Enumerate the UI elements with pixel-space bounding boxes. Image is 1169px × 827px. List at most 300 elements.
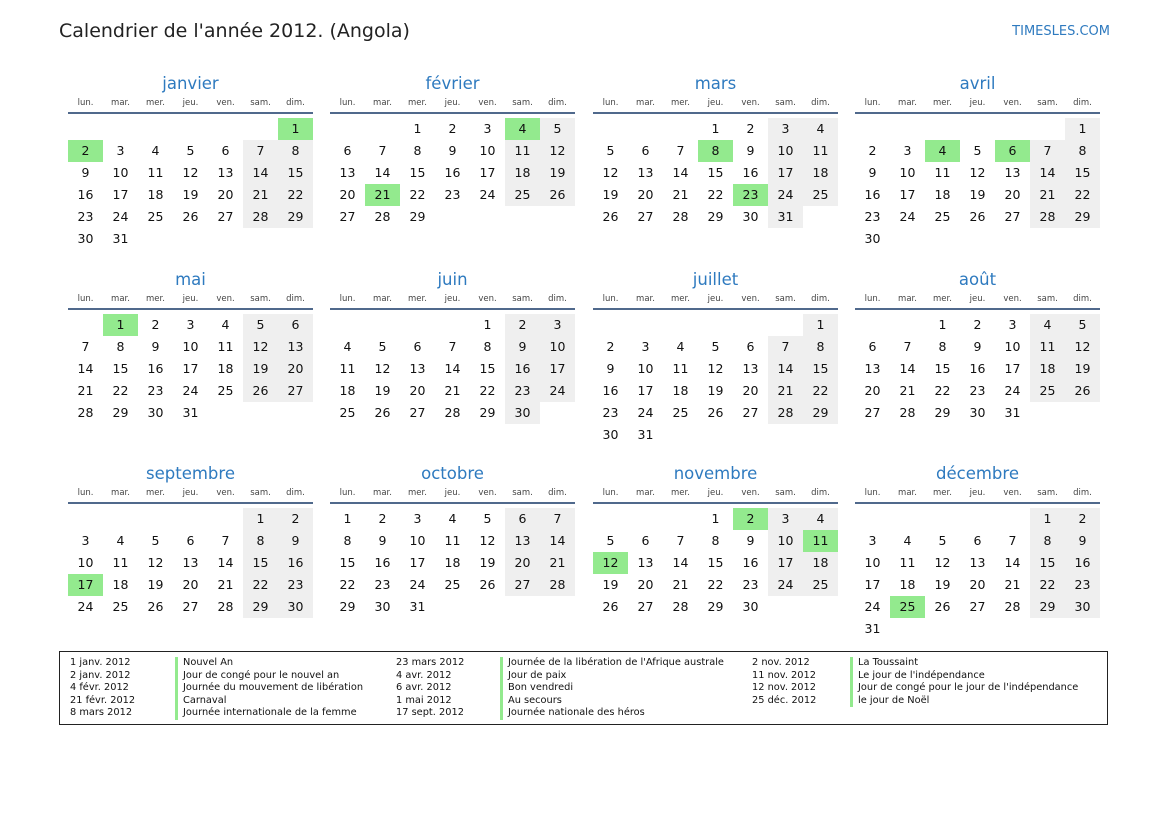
day-cell: 30 (969, 405, 986, 420)
day-cell: 25 (505, 184, 540, 206)
day-cell: 12 (182, 165, 199, 180)
day-cell: 30 (1065, 596, 1100, 618)
weekday-label: mer. (408, 98, 427, 108)
legend-holiday-name: Le jour de l'indépendance (850, 670, 985, 683)
weekday-label: sam. (512, 98, 533, 108)
day-cell: 12 (707, 361, 724, 376)
weekday-label: mar. (373, 488, 392, 498)
day-cell: 2 (606, 339, 615, 354)
day-cell: 28 (243, 206, 278, 228)
legend-date: 2 janv. 2012 (70, 669, 131, 681)
day-cell: 24 (1004, 383, 1021, 398)
month-block (855, 269, 1100, 424)
day-cell: 24 (409, 577, 426, 592)
day-cell: 4 (803, 118, 838, 140)
weekday-label: dim. (548, 98, 567, 108)
day-cell: 26 (934, 599, 951, 614)
weekday-label: dim. (811, 98, 830, 108)
day-cell: 15 (803, 358, 838, 380)
day-cell: 24 (182, 383, 199, 398)
day-cell: 13 (409, 361, 426, 376)
day-cell: 28 (672, 599, 689, 614)
day-cell: 26 (540, 184, 575, 206)
day-cell: 7 (768, 336, 803, 358)
day-cell: 17 (899, 187, 916, 202)
weekday-label: sam. (512, 488, 533, 498)
weekday-label: mar. (636, 98, 655, 108)
day-cell: 17 (768, 162, 803, 184)
page-title: Calendrier de l'année 2012. (Angola) (59, 20, 410, 42)
weekday-header (68, 97, 313, 114)
day-cell: 7 (243, 140, 278, 162)
day-cell: 14 (77, 361, 94, 376)
day-cell: 24 (899, 209, 916, 224)
day-cell: 31 (182, 405, 199, 420)
weekday-label: jeu. (707, 488, 724, 498)
day-cell: 26 (969, 209, 986, 224)
day-cell: 18 (672, 383, 689, 398)
day-cell: 1 (483, 317, 492, 332)
day-cell: 5 (606, 533, 615, 548)
day-cell: 8 (483, 339, 492, 354)
day-grid (593, 114, 838, 228)
weekday-label: sam. (512, 294, 533, 304)
day-cell: 25 (672, 405, 689, 420)
day-cell: 18 (217, 361, 234, 376)
day-cell: 16 (969, 361, 986, 376)
weekday-header (330, 487, 575, 504)
weekday-header (330, 97, 575, 114)
day-cell: 15 (243, 552, 278, 574)
day-cell: 7 (221, 533, 230, 548)
day-cell: 17 (409, 555, 426, 570)
day-cell: 14 (374, 165, 391, 180)
day-cell: 19 (540, 162, 575, 184)
day-cell: 20 (339, 187, 356, 202)
weekday-label: ven. (1003, 294, 1022, 304)
day-cell: 25 (217, 383, 234, 398)
legend-holiday-name: Journée internationale de la femme (175, 707, 357, 720)
day-cell: 19 (243, 358, 278, 380)
month-name: avril (959, 74, 996, 93)
day-cell: 5 (973, 143, 982, 158)
day-cell: 25 (112, 599, 129, 614)
legend-date: 23 mars 2012 (396, 657, 465, 668)
day-cell: 8 (711, 533, 720, 548)
day-cell: 18 (934, 187, 951, 202)
day-cell: 25 (934, 209, 951, 224)
day-cell: 16 (602, 383, 619, 398)
weekday-header (593, 293, 838, 310)
day-cell: 4 (343, 339, 352, 354)
weekday-label: ven. (478, 98, 497, 108)
day-cell: 30 (374, 599, 391, 614)
day-cell: 27 (409, 405, 426, 420)
day-cell: 19 (479, 555, 496, 570)
day-cell: 28 (768, 402, 803, 424)
legend-date: 12 nov. 2012 (752, 682, 816, 694)
day-cell: 9 (81, 165, 90, 180)
day-cell: 31 (768, 206, 803, 228)
day-cell: 9 (378, 533, 387, 548)
day-cell: 21 (243, 184, 278, 206)
day-cell: 17 (182, 361, 199, 376)
month-block (593, 269, 838, 446)
day-cell: 8 (413, 143, 422, 158)
day-cell: 26 (147, 599, 164, 614)
day-cell: 6 (746, 339, 755, 354)
day-cell: 2 (278, 508, 313, 530)
day-cell: 14 (1004, 555, 1021, 570)
legend-date: 21 févr. 2012 (70, 694, 136, 706)
day-cell: 20 (409, 383, 426, 398)
day-cell: 7 (1008, 533, 1017, 548)
day-cell: 2 (973, 317, 982, 332)
day-grid (593, 310, 838, 446)
day-cell: 1 (1065, 118, 1100, 140)
day-cell: 6 (221, 143, 230, 158)
weekday-label: lun. (339, 488, 356, 498)
day-cell: 22 (409, 187, 426, 202)
legend-holiday-name: Journée nationale des héros (500, 707, 645, 720)
day-cell: 17 (540, 358, 575, 380)
day-cell: 18 (505, 162, 540, 184)
weekday-label: jeu. (969, 294, 986, 304)
day-cell: 12 (243, 336, 278, 358)
day-cell: 2 (1065, 508, 1100, 530)
day-cell: 26 (602, 209, 619, 224)
weekday-label: jeu. (182, 98, 199, 108)
day-cell: 8 (938, 339, 947, 354)
day-cell: 7 (903, 339, 912, 354)
weekday-label: dim. (548, 488, 567, 498)
day-cell: 29 (1065, 206, 1100, 228)
day-cell: 9 (973, 339, 982, 354)
day-cell: 31 (637, 427, 654, 442)
day-cell: 24 (77, 599, 94, 614)
weekday-label: dim. (286, 488, 305, 498)
day-cell: 5 (540, 118, 575, 140)
day-cell: 23 (147, 383, 164, 398)
day-cell: 5 (938, 533, 947, 548)
day-cell: 23 (505, 380, 540, 402)
day-cell: 7 (1030, 140, 1065, 162)
weekday-label: ven. (478, 488, 497, 498)
day-cell: 26 (1065, 380, 1100, 402)
day-cell: 1 (803, 314, 838, 336)
holiday-day-cell: 2 (733, 508, 768, 530)
day-grid (855, 310, 1100, 424)
day-cell: 16 (374, 555, 391, 570)
day-cell: 14 (540, 530, 575, 552)
day-cell: 7 (81, 339, 90, 354)
legend-date: 6 avr. 2012 (396, 682, 452, 694)
day-cell: 10 (540, 336, 575, 358)
day-cell: 27 (742, 405, 759, 420)
day-cell: 13 (278, 336, 313, 358)
day-cell: 20 (278, 358, 313, 380)
day-cell: 9 (1065, 530, 1100, 552)
day-cell: 13 (1004, 165, 1021, 180)
weekday-header (593, 97, 838, 114)
day-cell: 14 (672, 555, 689, 570)
day-cell: 13 (864, 361, 881, 376)
day-cell: 19 (147, 577, 164, 592)
day-cell: 19 (602, 187, 619, 202)
day-cell: 28 (899, 405, 916, 420)
day-cell: 9 (505, 336, 540, 358)
day-cell: 9 (868, 165, 877, 180)
day-cell: 10 (768, 530, 803, 552)
day-cell: 24 (768, 184, 803, 206)
weekday-label: lun. (77, 294, 94, 304)
day-cell: 20 (1004, 187, 1021, 202)
day-cell: 5 (186, 143, 195, 158)
day-cell: 24 (864, 599, 881, 614)
day-cell: 16 (742, 165, 759, 180)
day-cell: 28 (444, 405, 461, 420)
day-cell: 14 (768, 358, 803, 380)
day-cell: 18 (899, 577, 916, 592)
day-cell: 29 (479, 405, 496, 420)
day-cell: 1 (711, 121, 720, 136)
day-cell: 10 (409, 533, 426, 548)
day-cell: 10 (77, 555, 94, 570)
legend-date: 1 janv. 2012 (70, 657, 131, 668)
day-cell: 11 (444, 533, 461, 548)
legend-holiday-name: Journée de la libération de l'Afrique australe (500, 657, 724, 670)
day-cell: 31 (112, 231, 129, 246)
day-cell: 5 (483, 511, 492, 526)
day-cell: 15 (409, 165, 426, 180)
month-block (68, 269, 313, 424)
day-cell: 18 (112, 577, 129, 592)
day-cell: 6 (641, 143, 650, 158)
weekday-label: sam. (775, 488, 796, 498)
day-cell: 22 (707, 577, 724, 592)
legend-date: 2 nov. 2012 (752, 657, 810, 668)
day-cell: 22 (934, 383, 951, 398)
day-cell: 27 (505, 574, 540, 596)
month-block (68, 73, 313, 250)
day-cell: 3 (868, 533, 877, 548)
day-cell: 14 (217, 555, 234, 570)
day-cell: 3 (1008, 317, 1017, 332)
day-cell: 30 (278, 596, 313, 618)
day-cell: 16 (77, 187, 94, 202)
legend-holiday-name: Au secours (500, 695, 562, 708)
day-cell: 22 (1030, 574, 1065, 596)
day-cell: 27 (339, 209, 356, 224)
legend-date: 1 mai 2012 (396, 694, 452, 706)
day-cell: 28 (77, 405, 94, 420)
month-block (330, 269, 575, 424)
weekday-label: mer. (933, 98, 952, 108)
weekday-label: ven. (216, 98, 235, 108)
day-cell: 7 (448, 339, 457, 354)
day-cell: 2 (746, 121, 755, 136)
day-cell: 14 (1030, 162, 1065, 184)
day-cell: 10 (112, 165, 129, 180)
day-cell: 9 (448, 143, 457, 158)
day-cell: 27 (637, 209, 654, 224)
day-cell: 24 (112, 209, 129, 224)
weekday-header (593, 487, 838, 504)
day-cell: 4 (903, 533, 912, 548)
day-cell: 3 (903, 143, 912, 158)
weekday-label: ven. (741, 294, 760, 304)
day-cell: 15 (112, 361, 129, 376)
day-cell: 25 (147, 209, 164, 224)
day-cell: 20 (637, 187, 654, 202)
day-cell: 27 (969, 599, 986, 614)
day-cell: 26 (182, 209, 199, 224)
day-cell: 28 (374, 209, 391, 224)
day-cell: 26 (602, 599, 619, 614)
legend-holiday-name: La Toussaint (850, 657, 918, 670)
day-cell: 8 (803, 336, 838, 358)
day-cell: 12 (479, 533, 496, 548)
weekday-header (68, 487, 313, 504)
weekday-label: ven. (216, 488, 235, 498)
weekday-label: lun. (339, 98, 356, 108)
day-cell: 22 (112, 383, 129, 398)
month-name: février (425, 74, 480, 93)
day-cell: 3 (116, 143, 125, 158)
weekday-label: mar. (636, 488, 655, 498)
holiday-day-cell: 2 (68, 140, 103, 162)
month-block (330, 463, 575, 618)
day-cell: 18 (803, 162, 838, 184)
weekday-label: mar. (373, 98, 392, 108)
day-cell: 17 (864, 577, 881, 592)
day-cell: 2 (505, 314, 540, 336)
day-cell: 22 (479, 383, 496, 398)
holiday-day-cell: 23 (733, 184, 768, 206)
day-cell: 21 (444, 383, 461, 398)
day-grid (68, 504, 313, 618)
day-cell: 20 (637, 577, 654, 592)
day-cell: 19 (374, 383, 391, 398)
day-cell: 5 (711, 339, 720, 354)
day-cell: 12 (147, 555, 164, 570)
day-cell: 24 (768, 574, 803, 596)
weekday-label: sam. (250, 294, 271, 304)
weekday-label: sam. (1037, 294, 1058, 304)
day-cell: 8 (116, 339, 125, 354)
day-cell: 25 (1030, 380, 1065, 402)
day-cell: 15 (339, 555, 356, 570)
weekday-label: ven. (741, 98, 760, 108)
month-name: juillet (692, 270, 739, 289)
weekday-label: jeu. (969, 98, 986, 108)
day-cell: 30 (864, 231, 881, 246)
day-cell: 5 (378, 339, 387, 354)
day-cell: 28 (672, 209, 689, 224)
day-cell: 1 (938, 317, 947, 332)
day-cell: 30 (505, 402, 540, 424)
day-cell: 12 (934, 555, 951, 570)
day-cell: 29 (278, 206, 313, 228)
day-grid (330, 504, 575, 618)
month-block (855, 463, 1100, 640)
day-cell: 17 (479, 165, 496, 180)
day-cell: 27 (864, 405, 881, 420)
day-cell: 9 (746, 533, 755, 548)
day-cell: 9 (606, 361, 615, 376)
day-cell: 5 (243, 314, 278, 336)
legend-holiday-name: Carnaval (175, 695, 226, 708)
day-cell: 1 (243, 508, 278, 530)
day-cell: 13 (182, 555, 199, 570)
day-cell: 11 (505, 140, 540, 162)
day-cell: 18 (1030, 358, 1065, 380)
day-cell: 16 (505, 358, 540, 380)
day-cell: 8 (243, 530, 278, 552)
weekday-label: mer. (408, 488, 427, 498)
day-cell: 15 (1030, 552, 1065, 574)
day-cell: 8 (1065, 140, 1100, 162)
weekday-label: dim. (286, 294, 305, 304)
day-cell: 10 (768, 140, 803, 162)
weekday-label: jeu. (444, 294, 461, 304)
weekday-label: lun. (864, 488, 881, 498)
day-cell: 14 (899, 361, 916, 376)
legend-holiday-name: Jour de congé pour le nouvel an (175, 670, 339, 683)
weekday-label: mer. (146, 488, 165, 498)
weekday-label: ven. (478, 294, 497, 304)
day-cell: 8 (343, 533, 352, 548)
day-cell: 22 (1065, 184, 1100, 206)
legend-date: 17 sept. 2012 (396, 707, 464, 719)
day-cell: 20 (217, 187, 234, 202)
day-cell: 16 (444, 165, 461, 180)
day-cell: 22 (707, 187, 724, 202)
day-cell: 3 (540, 314, 575, 336)
day-cell: 13 (637, 555, 654, 570)
weekday-label: lun. (77, 98, 94, 108)
day-cell: 30 (77, 231, 94, 246)
day-cell: 15 (934, 361, 951, 376)
day-cell: 20 (742, 383, 759, 398)
legend-holiday-name: Jour de paix (500, 670, 566, 683)
day-cell: 9 (278, 530, 313, 552)
weekday-label: jeu. (707, 294, 724, 304)
day-cell: 21 (899, 383, 916, 398)
site-link[interactable]: TIMESLES.COM (1012, 24, 1110, 39)
weekday-label: mar. (898, 488, 917, 498)
day-cell: 6 (641, 533, 650, 548)
day-cell: 4 (448, 511, 457, 526)
month-name: décembre (936, 464, 1019, 483)
legend-holiday-name: le jour de Noël (850, 695, 929, 708)
day-cell: 29 (934, 405, 951, 420)
weekday-label: mar. (111, 98, 130, 108)
day-cell: 21 (672, 577, 689, 592)
day-cell: 31 (409, 599, 426, 614)
day-cell: 27 (182, 599, 199, 614)
day-cell: 14 (672, 165, 689, 180)
day-cell: 29 (409, 209, 426, 224)
legend-holiday-name: Journée du mouvement de libération (175, 682, 363, 695)
month-name: octobre (421, 464, 484, 483)
day-cell: 29 (707, 599, 724, 614)
day-cell: 6 (413, 339, 422, 354)
day-cell: 28 (540, 574, 575, 596)
weekday-label: dim. (1073, 294, 1092, 304)
day-cell: 21 (1030, 184, 1065, 206)
day-cell: 6 (868, 339, 877, 354)
